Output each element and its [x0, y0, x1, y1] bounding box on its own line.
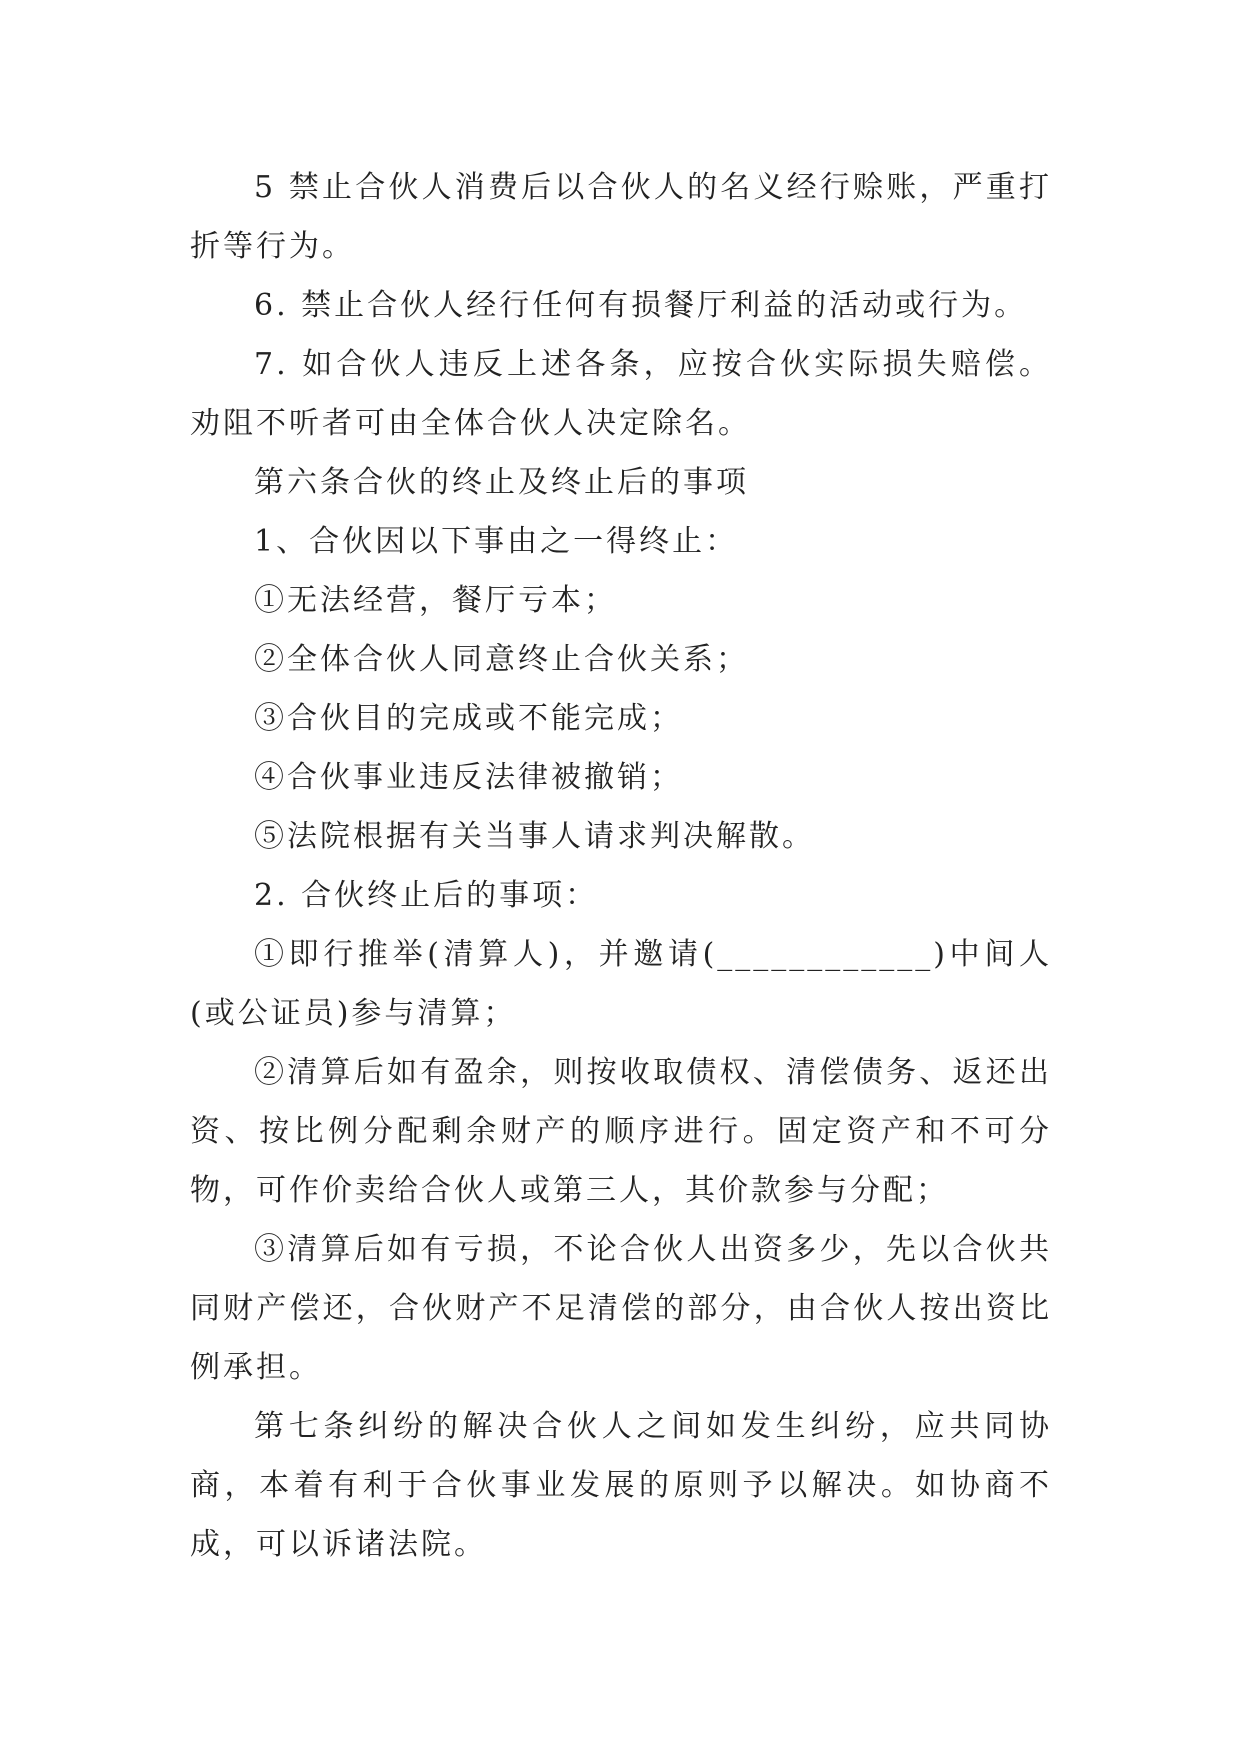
termination-reasons-intro: 1、合伙因以下事由之一得终止： — [254, 524, 739, 559]
termination-reason-3: ③合伙目的完成或不能完成； — [254, 701, 683, 736]
termination-reason-1: ①无法经营，餐厅亏本； — [254, 583, 617, 618]
termination-reason-2: ②全体合伙人同意终止合伙关系； — [254, 642, 749, 677]
post-termination-item-1: ①即行推举(清算人)，并邀请(____________)中间人(或公证员)参与清算； — [190, 937, 1052, 1031]
article-7-dispute: 第七条纠纷的解决合伙人之间如发生纠纷，应共同协商，本着有利于合伙事业发展的原则予以解决。如协商不成，可以诉诸法院。 — [190, 1409, 1052, 1562]
paragraph-6-prohibition: 6. 禁止合伙人经行任何有损餐厅利益的活动或行为。 — [254, 288, 1028, 323]
post-termination-intro: 2. 合伙终止后的事项： — [254, 878, 599, 913]
article-6-heading: 第六条合伙的终止及终止后的事项 — [254, 465, 749, 500]
paragraph-5-discount: 5 禁止合伙人消费后以合伙人的名义经行赊账，严重打折等行为。 — [190, 170, 1052, 264]
post-termination-item-2: ②清算后如有盈余，则按收取债权、清偿债务、返还出资、按比例分配剩余财产的顺序进行。固定资产和不可分物，可作价卖给合伙人或第三人，其价款参与分配； — [190, 1055, 1052, 1208]
termination-reason-5: ⑤法院根据有关当事人请求判决解散。 — [254, 819, 815, 854]
document-body — [190, 158, 1052, 1574]
post-termination-item-3: ③清算后如有亏损，不论合伙人出资多少，先以合伙共同财产偿还，合伙财产不足清偿的部分，由合伙人按出资比例承担。 — [190, 1232, 1052, 1385]
paragraph-7-compensation: 7. 如合伙人违反上述各条，应按合伙实际损失赔偿。劝阻不听者可由全体合伙人决定除名。 — [190, 347, 1052, 441]
termination-reason-4: ④合伙事业违反法律被撤销； — [254, 760, 683, 795]
